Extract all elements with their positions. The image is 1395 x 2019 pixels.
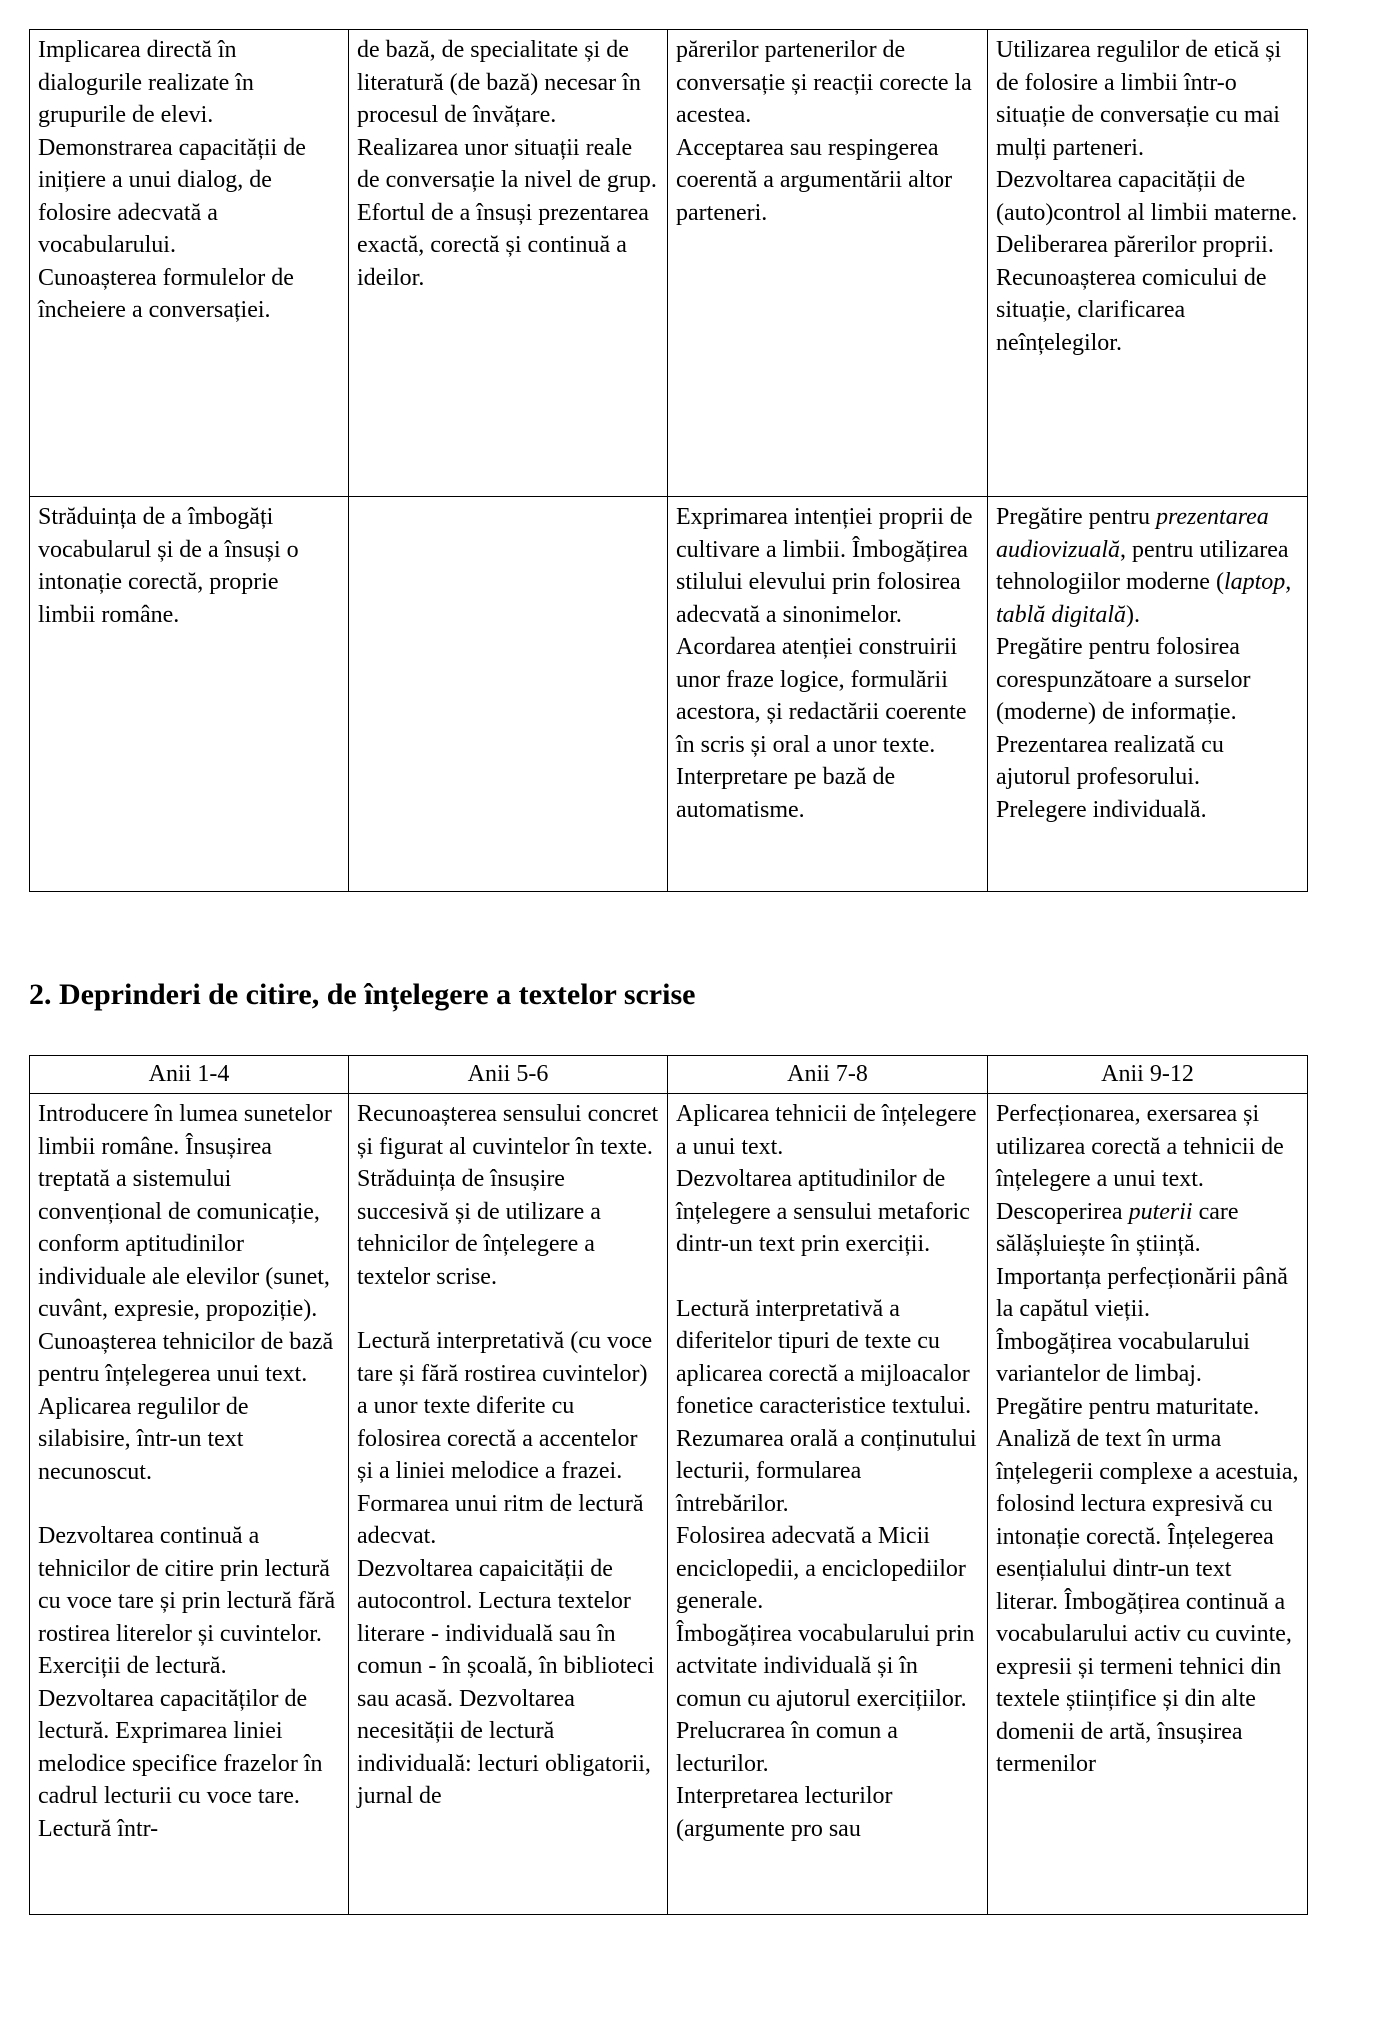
cell-paragraph <box>996 1098 1299 1261</box>
cell-paragraph: Lectură interpretativă (cu voce tare și fără rostirea cuvintelor) a unor texte diferite cu folosirea corectă a accentelor și a liniei melodice a frazei. Formarea unui ritm de lectură adecvat. <box>357 1328 653 1549</box>
cell-paragraph: Exerciții de lectură. <box>38 1653 227 1679</box>
cell-paragraph: Îmbogățirea vocabularului variantelor de limbaj. <box>996 1328 1250 1387</box>
cell-paragraph: Dezvoltarea continuă a tehnicilor de citire prin lectură cu voce tare și prin lectură fără rostirea literelor și cuvintelor. <box>38 1523 336 1647</box>
cell-paragraph: Demonstrarea capacității de inițiere a unui dialog, de folosire adecvată a vocabularului. <box>38 134 306 258</box>
text-run: care sălășluiește în știință. <box>996 1198 1239 1257</box>
cell-paragraph: Deliberarea părerilor proprii. <box>996 232 1274 258</box>
cell-paragraph: Folosirea adecvată a Micii enciclopedii, a enciclopediilor generale. <box>676 1523 966 1614</box>
curriculum-table-continued <box>29 29 1308 892</box>
cell-paragraph: Pregătire pentru maturitate. <box>996 1393 1260 1420</box>
cell-paragraph: Prezentarea realizată cu ajutorul profesorului. <box>996 731 1224 790</box>
section-heading: 2. Deprinderi de citire, de înțelegere a textelor scrise <box>29 978 696 1011</box>
cell-paragraph: de bază, de specialitate și de literatură (de bază) necesar în procesul de învățare. Realizarea unor situații reale de conversație la nivel de grup. Efortul de a însuși prezentarea exactă, corectă și continuă a ideilor. <box>357 37 657 291</box>
text-run: Pregătire pentru <box>996 504 1150 530</box>
cell-paragraph: Recunoașterea sensului concret și figurat al cuvintelor în texte. <box>357 1101 659 1160</box>
cell-paragraph <box>996 501 1299 631</box>
cell-paragraph: Cunoașterea tehnicilor de bază pentru înțelegerea unui text. Aplicarea regulilor de silabisire, într-un text necunoscut. <box>38 1328 334 1485</box>
cell-paragraph: Utilizarea regulilor de etică și de folosire a limbii într-o situație de conversație cu mai mulți parteneri. <box>996 37 1282 161</box>
text-run: , pentru utilizarea tehnologiilor moderne ( <box>996 536 1289 595</box>
cell-paragraph: Aplicarea tehnicii de înțelegere a unui text. <box>676 1101 977 1160</box>
column-header: Anii 5-6 <box>349 1056 668 1094</box>
cell-paragraph: Pregătire pentru folosirea corespunzătoare a surselor (moderne) de informație. <box>996 634 1251 725</box>
table-cell <box>30 1094 349 1915</box>
cell-paragraph: Lectură interpretativă a diferitelor tipuri de texte cu aplicarea corectă a mijloacalor fonetice caracteristice textului. <box>676 1295 972 1419</box>
cell-paragraph: Recunoașterea comicului de situație, clarificarea neînțelegilor. <box>996 264 1267 356</box>
italic-term: prezentarea audiovizuală <box>996 504 1269 563</box>
table-row <box>30 30 1308 497</box>
table-row <box>30 1094 1308 1915</box>
table-cell <box>349 30 668 497</box>
cell-paragraph: Importanța perfecționării până la capătul vieții. <box>996 1263 1288 1322</box>
cell-paragraph: Exprimarea intenției proprii de cultivare a limbii. Îmbogățirea stilului elevului prin folosirea adecvată a sinonimelor. <box>676 504 973 628</box>
cell-paragraph: Străduința de a îmbogăți vocabularul și de a însuși o intonație corectă, proprie limbii române. <box>38 504 299 628</box>
italic-term: puterii <box>1128 1198 1193 1225</box>
text-run: ). <box>1126 601 1141 628</box>
italic-term: laptop, tablă digitală <box>996 569 1292 628</box>
table-cell <box>668 30 988 497</box>
table-cell <box>988 1094 1308 1915</box>
cell-paragraph: Dezvoltarea aptitudinilor de înțelegere a sensului metaforic dintr-un text prin exerciții. <box>676 1166 970 1257</box>
table-cell <box>988 497 1308 892</box>
cell-paragraph: Dezvoltarea capaicității de autocontrol. Lectura textelor literare - individuală sau în comun - în școală, în biblioteci sau acasă. Dezvoltarea necesității de lectură individuală: lecturi obligatorii, jurnal de <box>357 1555 655 1809</box>
cell-paragraph: Interpretarea lecturilor (argumente pro sau <box>676 1783 893 1842</box>
table-cell <box>30 30 349 497</box>
cell-paragraph: Prelegere individuală. <box>996 796 1207 823</box>
column-header: Anii 9-12 <box>988 1056 1308 1094</box>
cell-paragraph: Analiză de text în urma înțelegerii complexe a acestuia, folosind lectura expresivă cu intonație corectă. Înțelegerea esențialului dintr-un text literar. Îmbogățirea continuă a vocabularului activ cu cuvinte, expresii și termeni tehnici din textele științifice și din alte domenii de artă, însușirea termenilor <box>996 1426 1299 1777</box>
table-cell <box>30 497 349 892</box>
column-header: Anii 7-8 <box>668 1056 988 1094</box>
cell-paragraph: Dezvoltarea capacității de (auto)control al limbii materne. <box>996 167 1298 226</box>
text-run: Perfecționarea, exersarea și utilizarea corectă a tehnicii de înțelegere a unui text. Descoperirea <box>996 1101 1284 1225</box>
cell-paragraph: Cunoașterea formulelor de încheiere a conversației. <box>38 264 294 323</box>
table-row <box>30 497 1308 892</box>
cell-paragraph: Îmbogățirea vocabularului prin actvitate individuală și în comun cu ajutorul exercițiilor. Prelucrarea în comun a lecturilor. <box>676 1620 975 1777</box>
cell-paragraph: Rezumarea orală a conținutului lecturii, formularea întrebărilor. <box>676 1425 977 1517</box>
cell-paragraph: părerilor partenerilor de conversație și reacții corecte la acestea. <box>676 37 972 128</box>
table-header-row <box>30 1056 1308 1094</box>
table-cell <box>668 1094 988 1915</box>
table-cell <box>988 30 1308 497</box>
table-cell <box>349 1094 668 1915</box>
cell-paragraph: Introducere în lumea sunetelor limbii române. Însușirea treptată a sistemului convențional de comunicație, conform aptitudinilor individuale ale elevilor (sunet, cuvânt, expresie, propoziție). <box>38 1101 332 1322</box>
column-header: Anii 1-4 <box>30 1056 349 1094</box>
reading-skills-table <box>29 1055 1308 1915</box>
cell-paragraph: Acordarea atenției construirii unor fraze logice, formulării acestora, și redactării coerente în scris și oral a unor texte. Interpretare pe bază de automatisme. <box>676 634 967 823</box>
cell-paragraph: Implicarea directă în dialogurile realizate în grupurile de elevi. <box>38 37 254 128</box>
table-cell <box>668 497 988 892</box>
cell-paragraph: Dezvoltarea capacităților de lectură. Exprimarea liniei melodice specifice frazelor în cadrul lecturii cu voce tare. Lectură într- <box>38 1685 323 1842</box>
table-cell-empty <box>349 497 668 892</box>
cell-paragraph: Acceptarea sau respingerea coerentă a argumentării altor parteneri. <box>676 134 953 226</box>
cell-paragraph: Străduința de însușire succesivă și de utilizare a tehnicilor de înțelegere a textelor scrise. <box>357 1166 601 1290</box>
